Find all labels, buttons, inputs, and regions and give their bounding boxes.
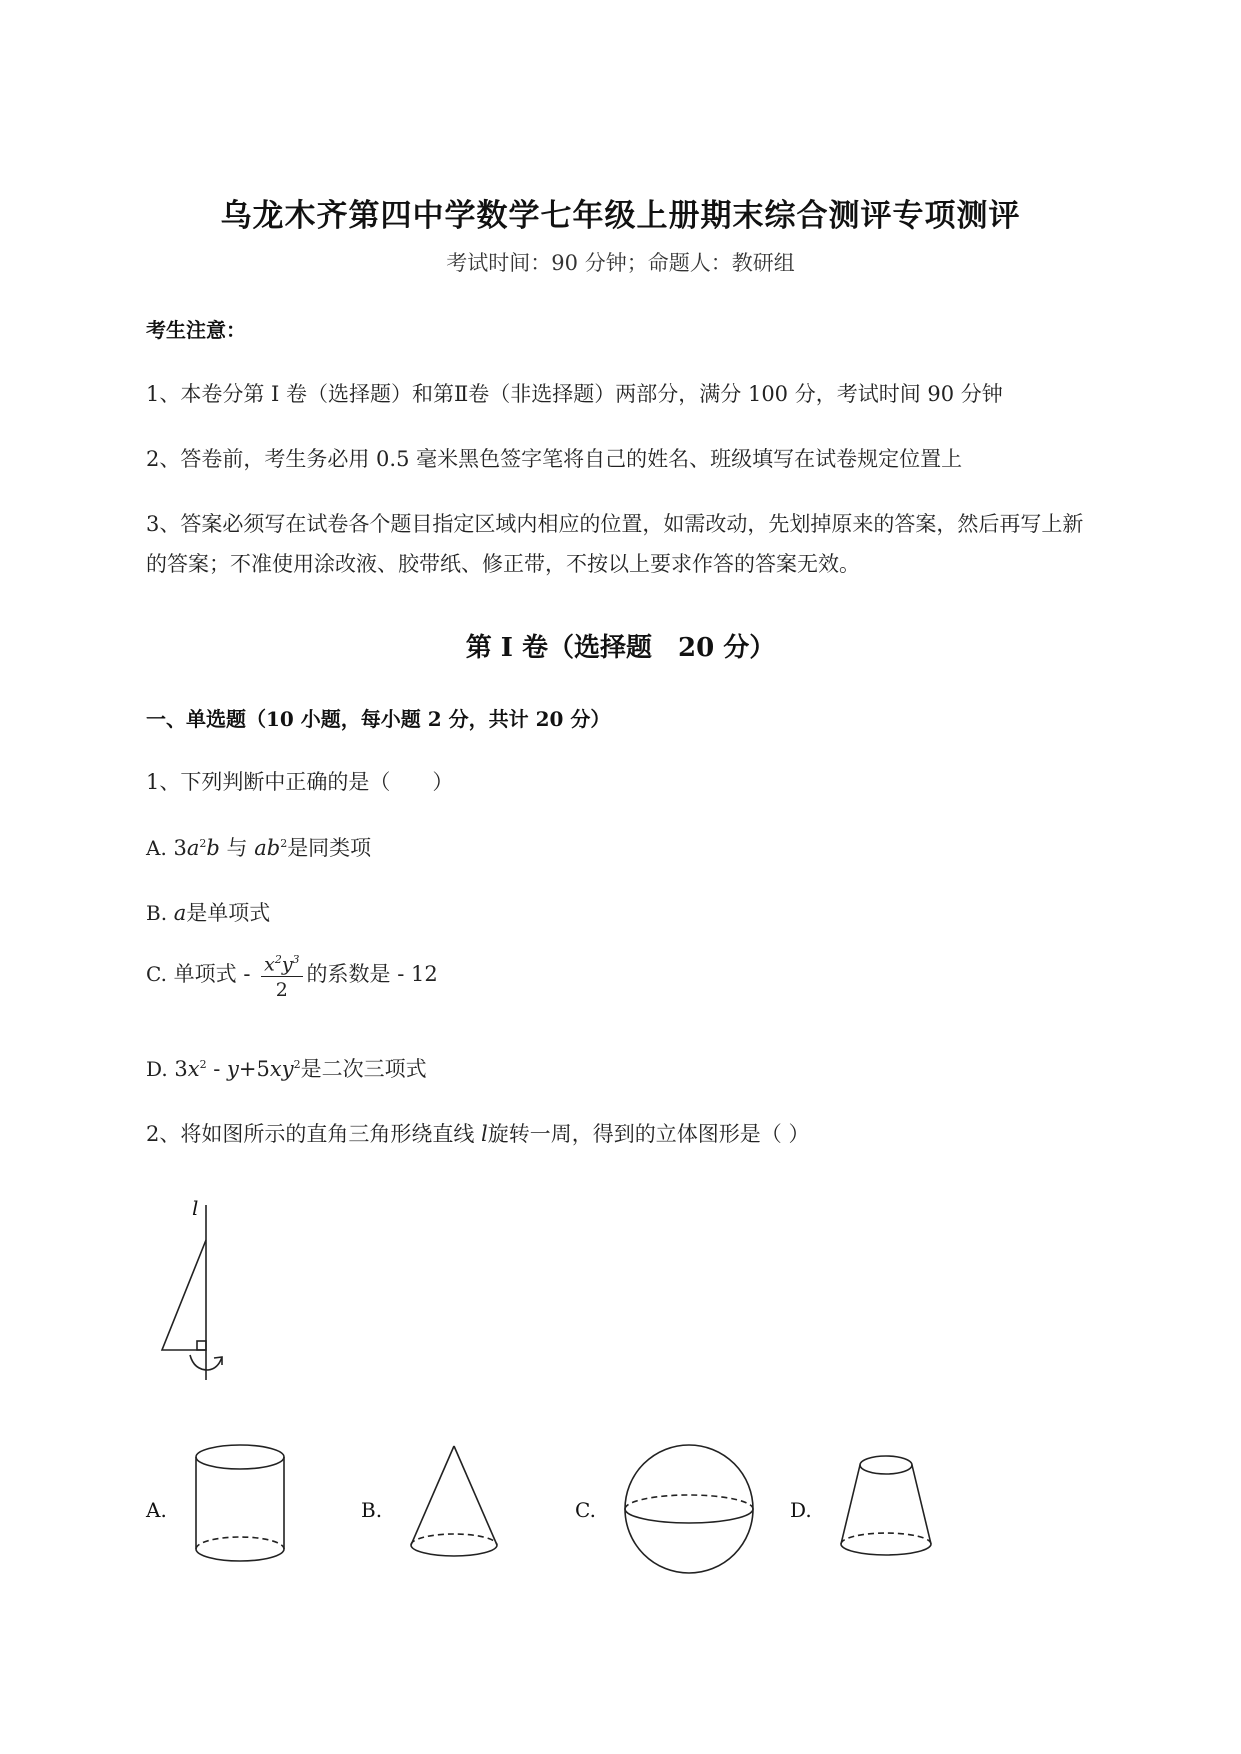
q1-option-b bbox=[146, 897, 270, 927]
text: 2、将如图所示的直角三角形绕直线 bbox=[146, 1122, 482, 1146]
option-label: A. bbox=[146, 836, 167, 860]
option-label: B. bbox=[146, 901, 168, 925]
var: x bbox=[187, 1057, 200, 1081]
notice-item-1: 1、本卷分第 I 卷（选择题）和第Ⅱ卷（非选择题）两部分，满分 100 分，考试时间 90 分钟 bbox=[146, 382, 1003, 406]
text: - bbox=[206, 1057, 228, 1081]
fraction-numerator: $x^2y^3$ bbox=[261, 948, 302, 977]
cylinder-figure bbox=[193, 1442, 289, 1568]
text: 旋转一周，得到的立体图形是（ ） bbox=[487, 1122, 810, 1146]
var: y bbox=[227, 1057, 239, 1081]
q2-option-a-label: A. bbox=[146, 1498, 167, 1522]
var: l bbox=[481, 1122, 488, 1146]
var: b bbox=[206, 836, 220, 860]
part-heading: 一、单选题（10 小题，每小题 2 分，共计 20 分） bbox=[146, 707, 611, 731]
text: 是同类项 bbox=[287, 836, 372, 860]
text: 3 bbox=[174, 1057, 188, 1081]
exam-subtitle: 考试时间：90 分钟；命题人：教研组 bbox=[446, 251, 795, 275]
fraction bbox=[261, 948, 302, 1003]
text: 单项式 - bbox=[173, 962, 258, 987]
var: ab bbox=[254, 836, 281, 860]
exponent: 2 bbox=[280, 837, 288, 850]
notice-item-3-cont: 的答案；不准使用涂改液、胶带纸、修正带，不按以上要求作答的答案无效。 bbox=[146, 552, 860, 576]
triangle-rotation-figure bbox=[150, 1205, 250, 1385]
axis-label: l bbox=[192, 1196, 199, 1220]
text: 是单项式 bbox=[186, 901, 271, 925]
text: 与 bbox=[219, 836, 255, 860]
exponent: 2 bbox=[293, 1058, 301, 1071]
text: 的系数是 - 12 bbox=[306, 962, 438, 987]
frustum-figure bbox=[838, 1453, 936, 1561]
notice-item-3: 3、答案必须写在试卷各个题目指定区域内相应的位置，如需改动，先划掉原来的答案，然后再写上新 bbox=[146, 512, 1084, 536]
exam-title: 乌龙木齐第四中学数学七年级上册期末综合测评专项测评 bbox=[220, 198, 1021, 234]
var: a bbox=[186, 836, 200, 860]
sphere-figure bbox=[622, 1442, 756, 1576]
notice-item-2: 2、答卷前，考生务必用 0.5 毫米黑色签字笔将自己的姓名、班级填写在试卷规定位置上 bbox=[146, 447, 963, 471]
q1-stem: 1、下列判断中正确的是（ ） bbox=[146, 770, 454, 794]
var: a bbox=[173, 901, 187, 925]
option-label: C. bbox=[146, 962, 167, 987]
exponent: 2 bbox=[199, 837, 207, 850]
var: xy bbox=[269, 1057, 294, 1081]
q2-stem bbox=[146, 1118, 809, 1148]
fraction-denominator: 2 bbox=[275, 979, 288, 1002]
notice-heading: 考生注意： bbox=[146, 318, 246, 342]
q2-option-d-label: D. bbox=[790, 1498, 812, 1522]
text: 是二次三项式 bbox=[300, 1057, 427, 1081]
q2-option-b-label: B. bbox=[361, 1498, 383, 1522]
section-title: 第 I 卷（选择题 20 分） bbox=[465, 633, 776, 663]
q2-option-c-label: C. bbox=[575, 1498, 596, 1522]
q1-option-a bbox=[146, 832, 371, 862]
text: 3 bbox=[173, 836, 187, 860]
text: +5 bbox=[238, 1057, 270, 1081]
q1-option-d bbox=[146, 1053, 427, 1083]
exponent: 2 bbox=[199, 1058, 207, 1071]
cone-figure bbox=[408, 1444, 502, 1564]
option-label: D. bbox=[146, 1057, 168, 1081]
q1-option-c bbox=[146, 948, 438, 1003]
